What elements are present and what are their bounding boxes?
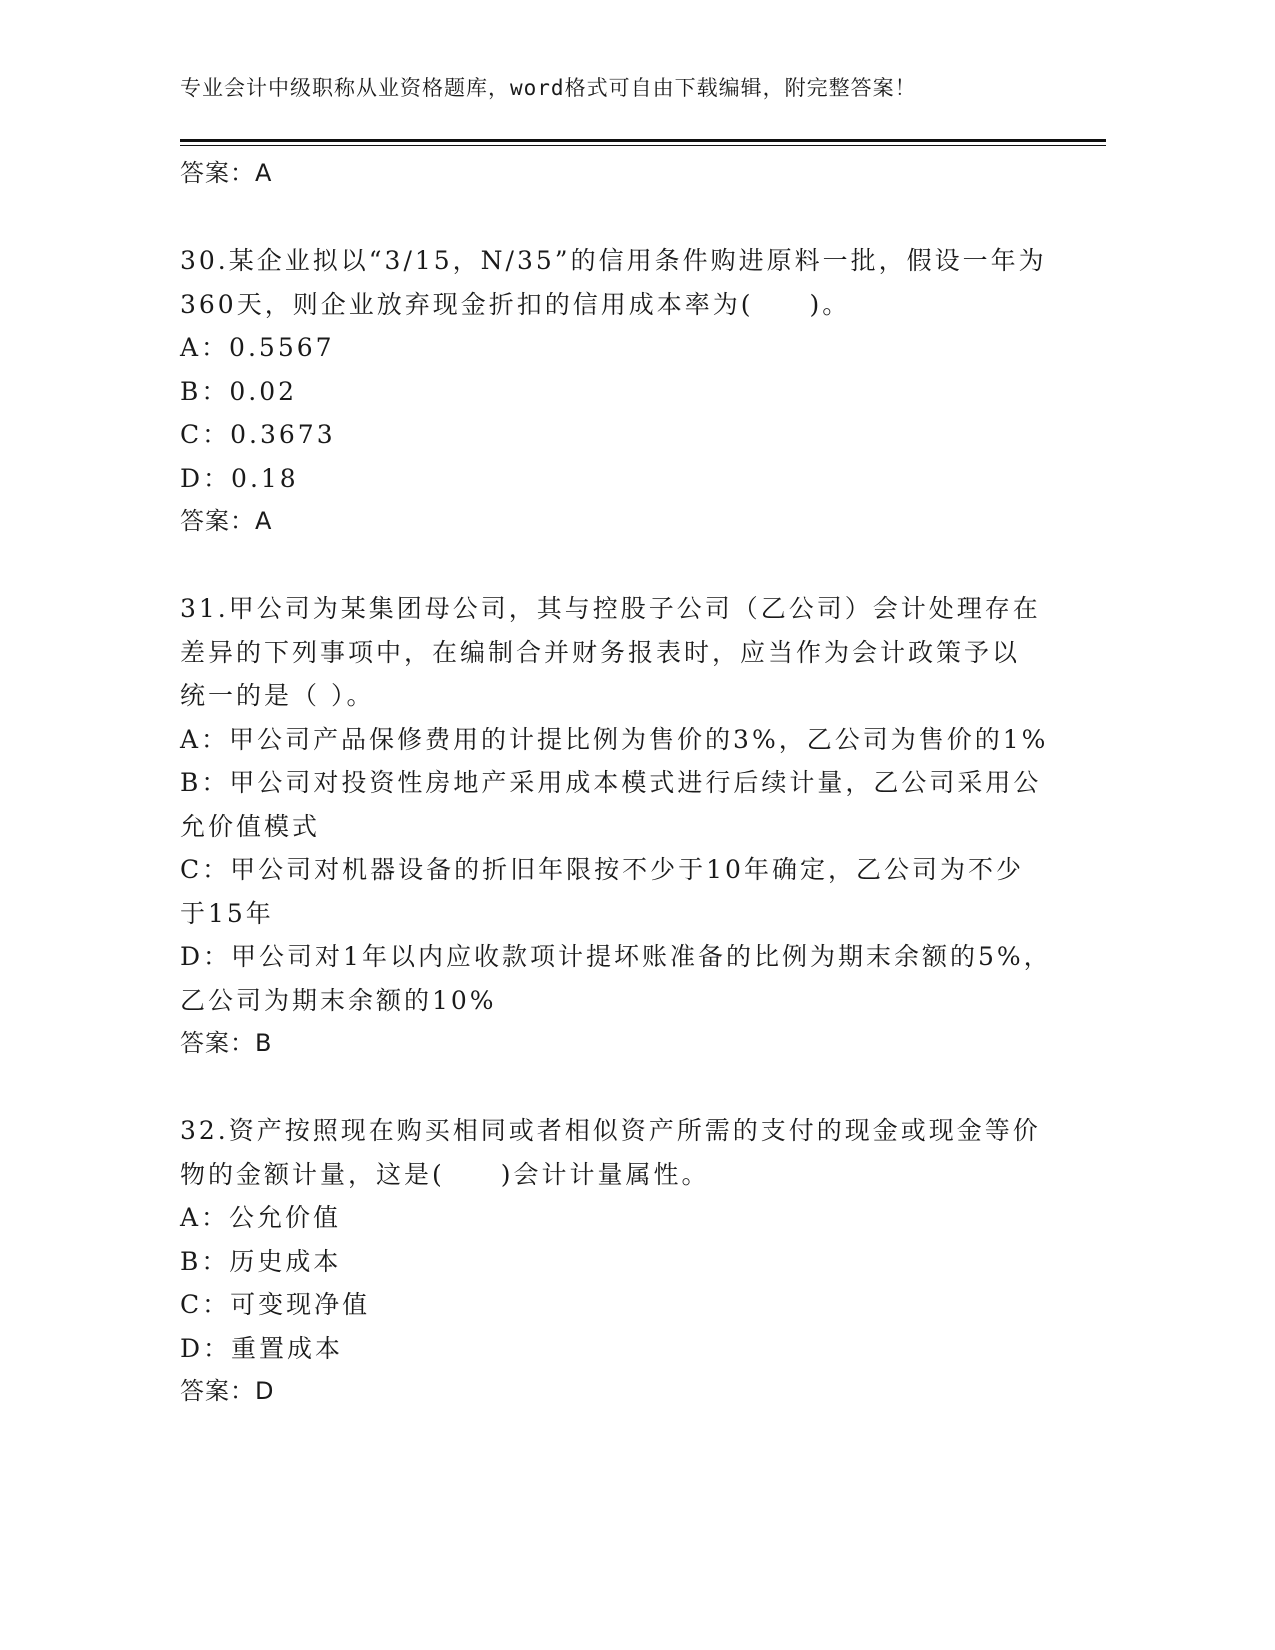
option-a: A：甲公司产品保修费用的计提比例为售价的3%，乙公司为售价的1%: [180, 724, 1049, 754]
option-a: A：公允价值: [180, 1203, 342, 1232]
question-text: 差异的下列事项中，在编制合并财务报表时，应当作为会计政策予以: [180, 637, 1021, 667]
answer-line: 答案：A: [180, 507, 273, 535]
option-d-cont: 乙公司为期末余额的10%: [180, 985, 497, 1015]
option-c: C：0.3673: [180, 420, 336, 449]
option-c: C：甲公司对机器设备的折旧年限按不少于10年确定，乙公司为不少: [180, 855, 1024, 884]
question-text: 31.甲公司为某集团母公司，其与控股子公司（乙公司）会计处理存在: [180, 594, 1041, 623]
header-rule-thick: [180, 139, 1106, 142]
question-text: 30.某企业拟以“3/15，N/35”的信用条件购进原料一批，假设一年为: [180, 246, 1047, 275]
option-a: A：0.5567: [180, 333, 335, 362]
question-text: 360天，则企业放弃现金折扣的信用成本率为( )。: [180, 289, 851, 319]
header-rule-thin: [180, 145, 1106, 146]
page-header: 专业会计中级职称从业资格题库，word格式可自由下载编辑，附完整答案！: [180, 76, 917, 100]
answer-line: 答案：D: [180, 1377, 275, 1405]
option-c: C：可变现净值: [180, 1290, 371, 1319]
option-d: D：甲公司对1年以内应收款项计提坏账准备的比例为期末余额的5%，: [180, 942, 1052, 971]
question-list: [180, 152, 1052, 1414]
option-b-cont: 允价值模式: [180, 811, 321, 841]
question-text: 物的金额计量，这是( )会计计量属性。: [180, 1159, 710, 1189]
question-block: [180, 587, 1052, 1066]
question-text: 统一的是（ ）。: [180, 681, 375, 710]
answer-line: 答案：A: [180, 159, 273, 187]
option-d: D：0.18: [180, 463, 299, 493]
option-c-cont: 于15年: [180, 898, 274, 928]
question-block: [180, 1109, 1040, 1414]
question-text: 32.资产按照现在购买相同或者相似资产所需的支付的现金或现金等价: [180, 1116, 1041, 1145]
option-b: B：0.02: [180, 376, 298, 406]
answer-line: 答案：B: [180, 1029, 273, 1057]
option-d: D：重置成本: [180, 1333, 344, 1363]
question-block: [180, 239, 1047, 544]
option-b: B：历史成本: [180, 1246, 342, 1276]
option-b: B：甲公司对投资性房地产采用成本模式进行后续计量，乙公司采用公: [180, 768, 1042, 797]
